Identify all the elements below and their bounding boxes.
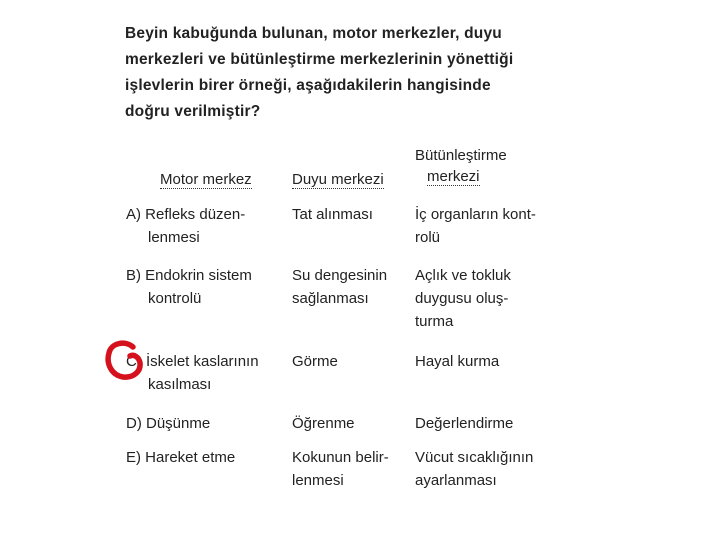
- option-a-motor-line2: lenmesi: [148, 229, 200, 246]
- option-e-duyu-line2: lenmesi: [292, 472, 344, 489]
- option-e-motor-line1: E) Hareket etme: [126, 449, 236, 466]
- option-b-butunlestirme-line2: duygusu oluş-: [415, 290, 509, 307]
- option-d-duyu: [292, 412, 355, 435]
- option-d-motor: [126, 412, 210, 435]
- option-b-butunlestirme-line1: Açlık ve tokluk: [415, 267, 511, 284]
- question-line: işlevlerin birer örneği, aşağıdakilerin hangisinde: [125, 77, 491, 94]
- option-b-motor-line1: B) Endokrin sistem: [126, 267, 252, 284]
- option-a-butunlestirme-line1: İç organların kont-: [415, 206, 536, 223]
- option-d-motor-line1: D) Düşünme: [126, 415, 211, 432]
- column-header-duyu: [292, 169, 384, 190]
- option-b-duyu: [292, 264, 387, 310]
- option-a-motor: [126, 203, 245, 249]
- option-b-duyu-line2: sağlanması: [292, 290, 369, 307]
- option-a-butunlestirme: [415, 203, 536, 249]
- option-e-duyu-line1: Kokunun belir-: [292, 449, 389, 466]
- column-header-butunlestirme-line1: Bütünleştirme: [415, 147, 507, 164]
- option-e-butunlestirme: [415, 446, 533, 492]
- option-e-duyu: [292, 446, 389, 492]
- option-c-motor-line1: C) İskelet kaslarının: [126, 353, 259, 370]
- option-c-duyu: [292, 350, 338, 373]
- option-b-motor: [126, 264, 252, 310]
- column-header-butunlestirme-line2-wrap: [415, 166, 507, 187]
- option-d-butunlestirme-line1: Değerlendirme: [415, 415, 514, 432]
- option-c-butunlestirme: [415, 350, 499, 373]
- option-d-duyu-line1: Öğrenme: [292, 415, 355, 432]
- option-d-butunlestirme: [415, 412, 513, 435]
- option-b-motor-line2: kontrolü: [148, 290, 202, 307]
- option-a-duyu: [292, 203, 373, 226]
- answer-circle-mark: [103, 339, 147, 381]
- option-e-butunlestirme-line1: Vücut sıcaklığının: [415, 449, 534, 466]
- column-header-butunlestirme: [415, 145, 507, 187]
- option-a-duyu-line1: Tat alınması: [292, 206, 373, 223]
- option-a-butunlestirme-line2: rolü: [415, 229, 441, 246]
- option-a-motor-line1: A) Refleks düzen-: [126, 206, 246, 223]
- question-line: merkezleri ve bütünleştirme merkezlerinin yönettiği: [125, 51, 514, 68]
- option-b-butunlestirme: [415, 264, 511, 333]
- column-header-motor-label: Motor merkez: [160, 171, 252, 188]
- option-c-duyu-line1: Görme: [292, 353, 338, 370]
- column-header-butunlestirme-line2: merkezi: [427, 168, 480, 185]
- option-c-motor-line2: kasılması: [148, 376, 212, 393]
- option-e-motor: [126, 446, 235, 469]
- question-line: Beyin kabuğunda bulunan, motor merkezler, duyu: [125, 25, 502, 42]
- option-b-butunlestirme-line3: turma: [415, 313, 454, 330]
- option-c-butunlestirme-line1: Hayal kurma: [415, 353, 500, 370]
- column-header-motor: [160, 169, 252, 190]
- column-header-duyu-label: Duyu merkezi: [292, 171, 384, 188]
- option-b-duyu-line1: Su dengesinin: [292, 267, 388, 284]
- option-e-butunlestirme-line2: ayarlanması: [415, 472, 497, 489]
- question-text: [125, 21, 570, 125]
- question-line: doğru verilmiştir?: [125, 103, 261, 120]
